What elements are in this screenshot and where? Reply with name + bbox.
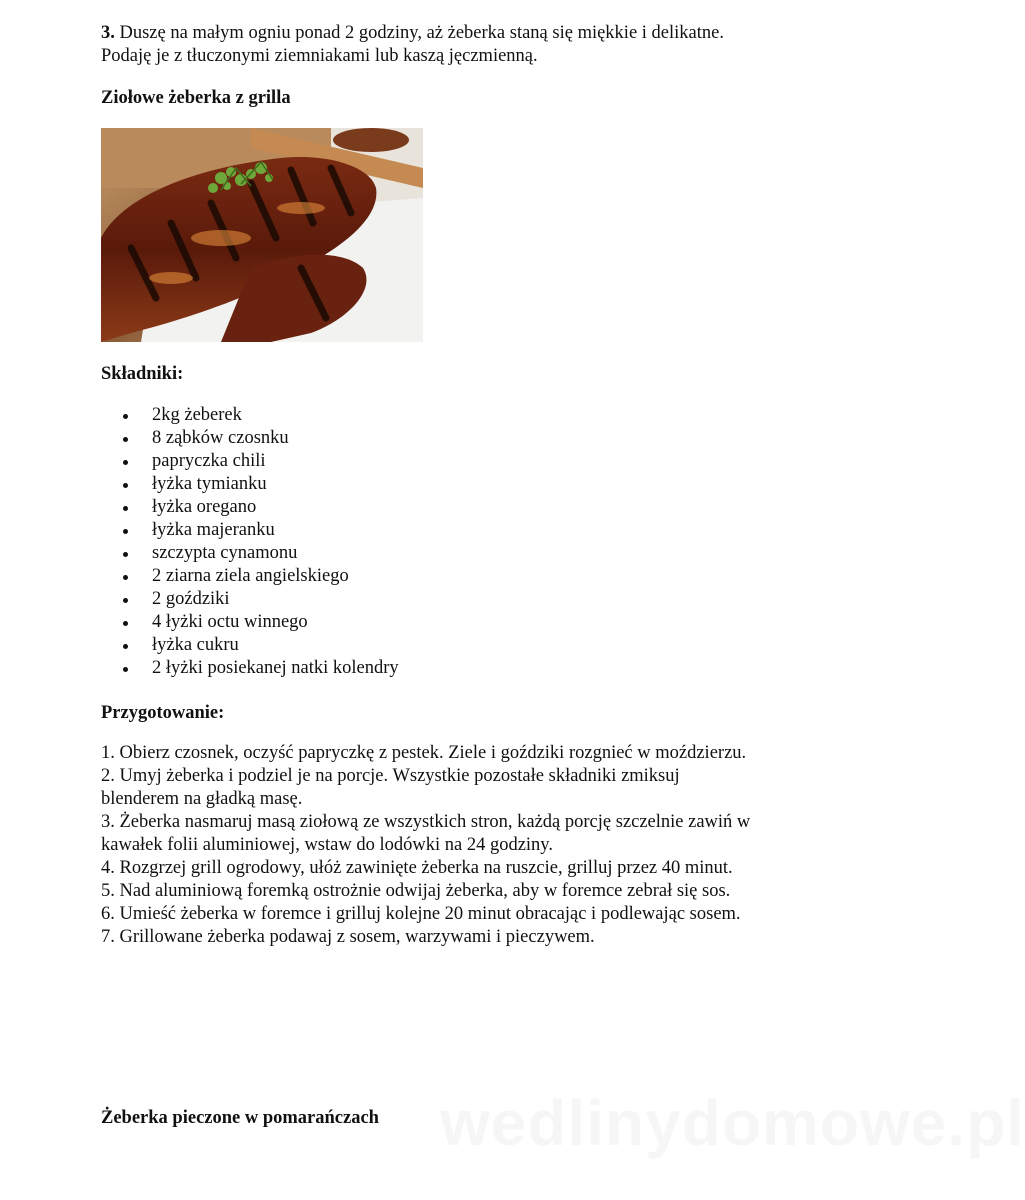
ingredient-item xyxy=(101,565,601,588)
bullet-icon xyxy=(123,506,128,511)
intro-step-paragraph xyxy=(101,22,761,68)
bullet-icon xyxy=(123,575,128,580)
ingredient-text: łyżka tymianku xyxy=(152,474,267,494)
ingredient-text: łyżka majeranku xyxy=(152,520,275,540)
preparation-step: 2. Umyj żeberka i podziel je na porcje. Wszystkie pozostałe składniki zmiksuj blenderem na gładką masę. xyxy=(101,766,680,809)
preparation-step: 5. Nad aluminiową foremką ostrożnie odwijaj żeberka, aby w foremce zebrał się sos. xyxy=(101,881,731,901)
bullet-icon xyxy=(123,667,128,672)
ingredient-item xyxy=(101,519,601,542)
ingredient-item xyxy=(101,404,601,427)
bullet-icon xyxy=(123,552,128,557)
next-recipe-title: Żeberka pieczone w pomarańczach xyxy=(101,1108,379,1128)
ingredient-item xyxy=(101,657,601,680)
ingredient-text: 2 ziarna ziela angielskiego xyxy=(152,566,349,586)
ingredient-item xyxy=(101,473,601,496)
grilled-ribs-photo xyxy=(101,128,423,342)
grilled-ribs-image xyxy=(101,128,423,342)
ingredients-list xyxy=(101,404,601,680)
bullet-icon xyxy=(123,621,128,626)
ingredient-text: 2 łyżki posiekanej natki kolendry xyxy=(152,658,399,678)
preparation-step: 4. Rozgrzej grill ogrodowy, ułóż zawinięte żeberka na ruszcie, grilluj przez 40 minut. xyxy=(101,858,733,878)
bullet-icon xyxy=(123,414,128,419)
ingredient-text: 8 ząbków czosnku xyxy=(152,428,289,448)
bullet-icon xyxy=(123,529,128,534)
ingredient-item xyxy=(101,427,601,450)
preparation-step: 3. Żeberka nasmaruj masą ziołową ze wszystkich stron, każdą porcję szczelnie zawiń w kawałek folii aluminiowej, wstaw do lodówki na 24 godziny. xyxy=(101,812,751,855)
ingredient-text: 2kg żeberek xyxy=(152,405,242,425)
ingredient-item xyxy=(101,634,601,657)
ingredient-item xyxy=(101,588,601,611)
ingredient-text: łyżka oregano xyxy=(152,497,257,517)
ingredient-item xyxy=(101,542,601,565)
preparation-step: 7. Grillowane żeberka podawaj z sosem, warzywami i pieczywem. xyxy=(101,927,595,947)
preparation-heading: Przygotowanie: xyxy=(101,703,225,723)
bullet-icon xyxy=(123,483,128,488)
ingredient-text: szczypta cynamonu xyxy=(152,543,298,563)
preparation-steps xyxy=(101,742,761,949)
ingredient-item xyxy=(101,450,601,473)
ingredient-text: papryczka chili xyxy=(152,451,266,471)
bullet-icon xyxy=(123,460,128,465)
watermark: wedlinydomowe.pl xyxy=(440,1087,1025,1159)
ingredient-text: 4 łyżki octu winnego xyxy=(152,612,308,632)
bullet-icon xyxy=(123,644,128,649)
bullet-icon xyxy=(123,598,128,603)
ingredients-heading: Składniki: xyxy=(101,364,184,384)
recipe-title: Ziołowe żeberka z grilla xyxy=(101,88,291,108)
preparation-step: 1. Obierz czosnek, oczyść papryczkę z pestek. Ziele i goździki rozgnieć w moździerzu. xyxy=(101,743,747,763)
bullet-icon xyxy=(123,437,128,442)
ingredient-item xyxy=(101,611,601,634)
intro-step-number: 3. xyxy=(101,23,115,43)
ingredient-text: łyżka cukru xyxy=(152,635,239,655)
preparation-step: 6. Umieść żeberka w foremce i grilluj kolejne 20 minut obracając i podlewając sosem. xyxy=(101,904,741,924)
ingredient-item xyxy=(101,496,601,519)
ingredient-text: 2 goździki xyxy=(152,589,230,609)
intro-step-text: Duszę na małym ogniu ponad 2 godziny, aż żeberka staną się miękkie i delikatne. Podaję je z tłuczonymi ziemniakami lub kaszą jęczmienną. xyxy=(101,23,724,66)
